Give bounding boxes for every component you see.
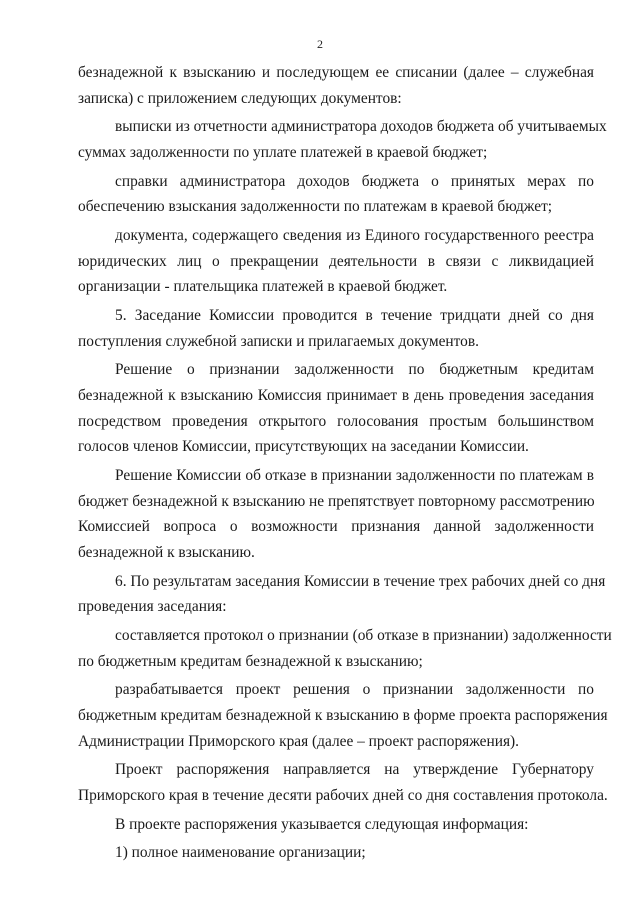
text-line: выписки из отчетности администратора доходов бюджета об учитываемых	[115, 118, 607, 136]
text-line: Проект распоряжения направляется на утверждение Губернатору	[115, 761, 594, 779]
text-line: обеспечению взыскания задолженности по платежам в краевой бюджет;	[78, 198, 553, 216]
paragraph	[78, 840, 594, 866]
paragraph	[78, 757, 608, 808]
text-line: посредством проведения открытого голосования простым большинством	[78, 412, 594, 430]
text-line: бюджетным кредитам безнадежной к взысканию в форме проекта распоряжения	[78, 706, 608, 724]
text-line: записка) с приложением следующих документов:	[78, 89, 402, 107]
paragraph	[78, 114, 607, 165]
text-line: поступления служебной записки и прилагаемых документов.	[78, 332, 479, 350]
paragraph	[78, 357, 594, 459]
text-line: Решение о признании задолженности по бюджетным кредитам	[115, 361, 594, 379]
paragraph	[78, 569, 606, 620]
text-line: безнадежной к взысканию Комиссия принимает в день проведения заседания	[78, 387, 594, 405]
text-line: разрабатывается проект решения о признании задолженности по	[115, 681, 594, 699]
paragraph	[78, 812, 594, 838]
text-line: юридических лиц о прекращении деятельности в связи с ликвидацией	[78, 252, 594, 270]
paragraph	[78, 169, 594, 220]
text-line: справки администратора доходов бюджета о принятых мерах по	[115, 172, 594, 190]
text-line: документа, содержащего сведения из Единого государственного реестра	[115, 227, 594, 245]
paragraph	[78, 463, 594, 565]
text-line: Решение Комиссии об отказе в признании задолженности по платежам в	[115, 467, 594, 485]
page-number: 2	[317, 37, 323, 51]
text-line: 1) полное наименование организации;	[115, 844, 366, 862]
text-line: голосов членов Комиссии, присутствующих на заседании Комиссии.	[78, 438, 529, 456]
text-line: суммах задолженности по уплате платежей в краевой бюджет;	[78, 143, 488, 161]
text-line: 5. Заседание Комиссии проводится в течение тридцати дней со дня	[115, 307, 594, 325]
text-line: безнадежной к взысканию и последующем ее списании (далее – служебная	[78, 64, 594, 81]
text-line: В проекте распоряжения указывается следующая информация:	[115, 815, 529, 833]
document-body	[78, 60, 612, 866]
paragraph	[78, 623, 612, 674]
text-line: Комиссией вопроса о возможности признания данной задолженности	[78, 518, 594, 536]
paragraph	[78, 303, 594, 354]
text-line: проведения заседания:	[78, 598, 227, 616]
text-line: Приморского края в течение десяти рабочих дней со дня составления протокола.	[78, 786, 608, 804]
paragraph	[78, 223, 594, 300]
text-line: 6. По результатам заседания Комиссии в течение трех рабочих дней со дня	[115, 572, 606, 590]
text-line: по бюджетным кредитам безнадежной к взысканию;	[78, 652, 423, 670]
paragraph	[78, 60, 594, 111]
text-line: бюджет безнадежной к взысканию не препятствует повторному рассмотрению	[78, 492, 595, 510]
text-line: Администрации Приморского края (далее – проект распоряжения).	[78, 732, 520, 750]
paragraph	[78, 677, 608, 754]
text-line: составляется протокол о признании (об отказе в признании) задолженности	[115, 626, 612, 644]
text-line: безнадежной к взысканию.	[78, 543, 255, 561]
text-line: организации - плательщика платежей в краевой бюджет.	[78, 278, 448, 296]
